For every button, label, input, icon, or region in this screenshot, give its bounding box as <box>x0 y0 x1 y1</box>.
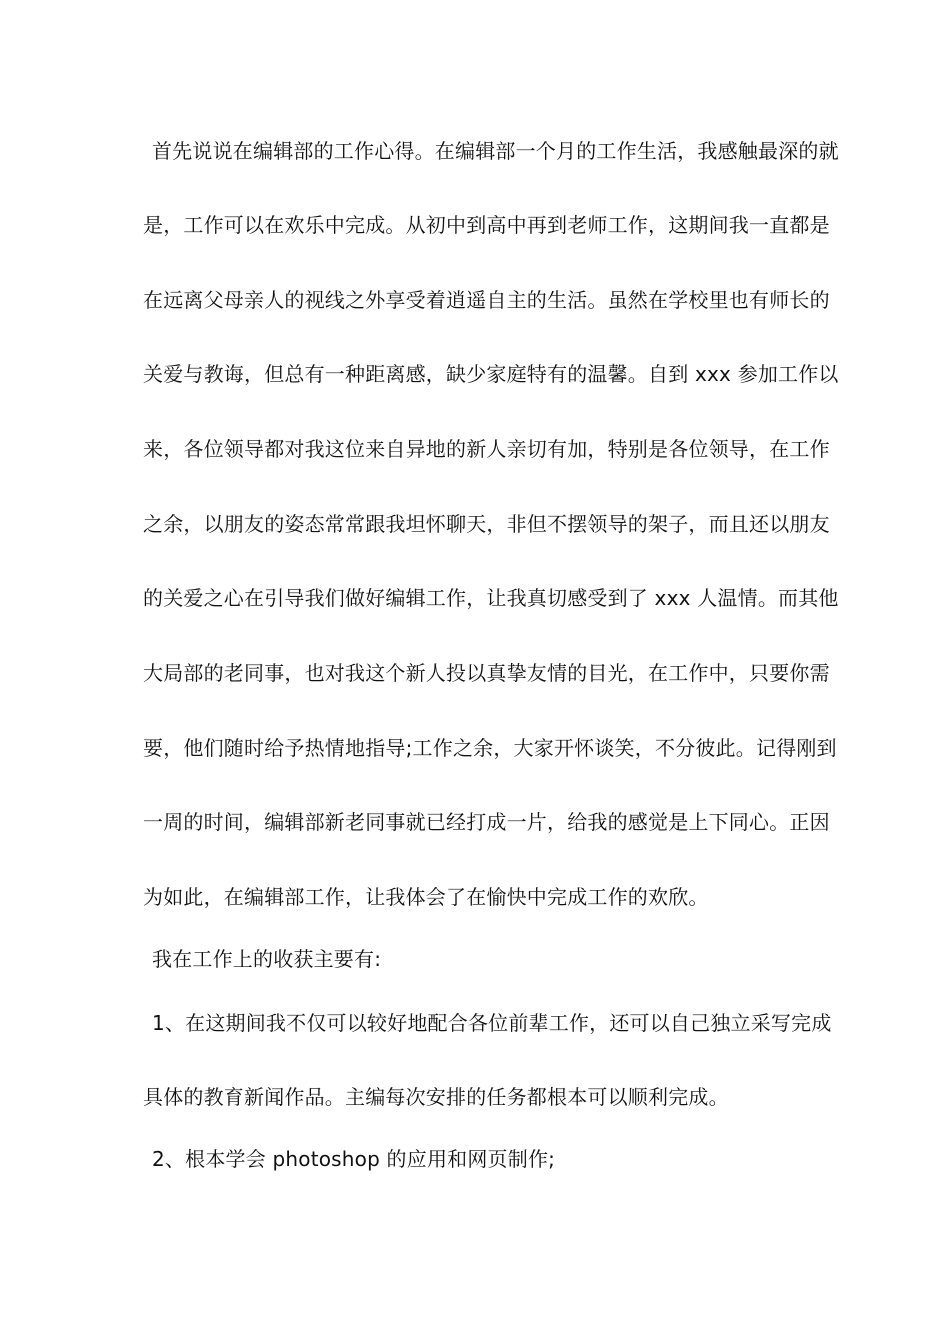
paragraph-line: 是，工作可以在欢乐中完成。从初中到高中再到老师工作，这期间我一直都是 <box>143 213 830 237</box>
paragraph-line: 要，他们随时给予热情地指导;工作之余，大家开怀谈笑，不分彼此。记得刚到 <box>143 736 837 760</box>
paragraph-line: 之余，以朋友的姿态常常跟我坦怀聊天，非但不摆领导的架子，而且还以朋友 <box>143 512 830 536</box>
paragraph-line: 来，各位领导都对我这位来自异地的新人亲切有加，特别是各位领导，在工作 <box>143 437 830 461</box>
paragraph-line: 在远离父母亲人的视线之外享受着逍遥自主的生活。虽然在学校里也有师长的 <box>143 288 830 312</box>
list-item-1-line: 具体的教育新闻作品。主编每次安排的任务都根本可以顺利完成。 <box>143 1085 729 1109</box>
list-item-1-line: 1、在这期间我不仅可以较好地配合各位前辈工作，还可以自己独立采写完成 <box>152 1011 832 1035</box>
paragraph-line: 大局部的老同事，也对我这个新人投以真挚友情的目光，在工作中，只要你需 <box>143 661 830 685</box>
paragraph-line: 首先说说在编辑部的工作心得。在编辑部一个月的工作生活，我感触最深的就 <box>152 139 839 163</box>
list-item-2: 2、根本学会 photoshop 的应用和网页制作; <box>152 1147 556 1171</box>
paragraph-line: 的关爱之心在引导我们做好编辑工作，让我真切感受到了 xxx 人温情。而其他 <box>143 586 839 610</box>
paragraph-line: 一周的时间，编辑部新老同事就已经打成一片，给我的感觉是上下同心。正因 <box>143 810 830 834</box>
gains-heading: 我在工作上的收获主要有: <box>152 947 382 971</box>
paragraph-line: 为如此，在编辑部工作，让我体会了在愉快中完成工作的欢欣。 <box>143 885 709 909</box>
paragraph-line: 关爱与教诲，但总有一种距离感，缺少家庭特有的温馨。自到 xxx 参加工作以 <box>143 362 839 386</box>
